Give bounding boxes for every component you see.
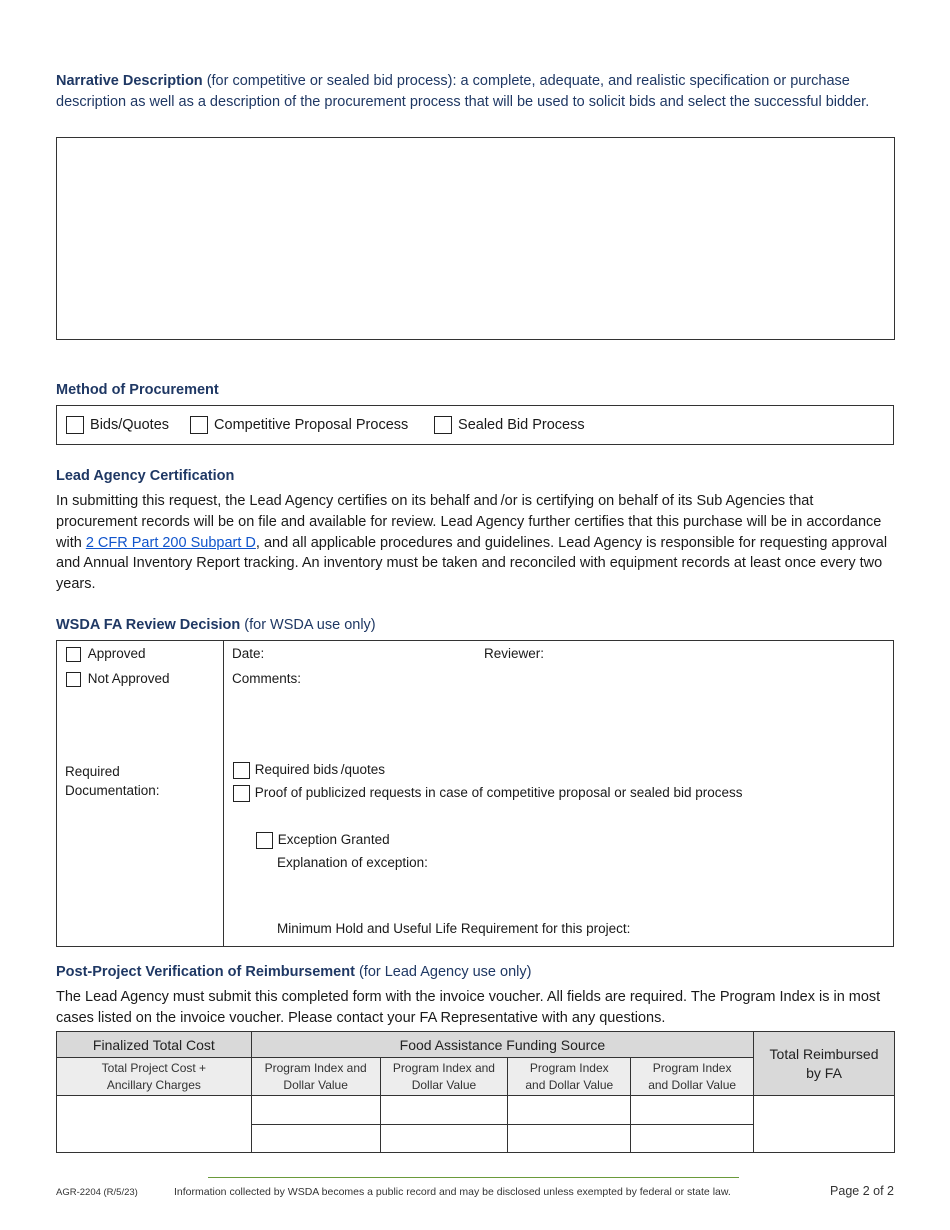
certification-text (56, 491, 896, 595)
comments-label: Comments: (232, 671, 302, 686)
project-cost-subheader: Total Project Cost + Ancillary Charges (57, 1058, 252, 1096)
program-index-input-4a[interactable] (631, 1096, 754, 1125)
required-documentation-label (65, 762, 160, 800)
program-index-input-4b[interactable] (631, 1125, 754, 1153)
not-approved-option[interactable] (66, 671, 170, 687)
sealed-checkbox[interactable] (434, 416, 452, 434)
public-record-notice: Information collected by WSDA becomes a public record and may be disclosed unless exempted by federal or state law. (174, 1186, 731, 1198)
approved-label: Approved (87, 646, 146, 661)
req-bids-label: Required bids /quotes (254, 762, 386, 778)
explanation-label: Explanation of exception: (277, 855, 428, 870)
competitive-checkbox[interactable] (190, 416, 208, 434)
finalized-cost-header: Finalized Total Cost (57, 1032, 252, 1058)
proof-checkbox[interactable] (233, 785, 250, 802)
procurement-option-competitive[interactable] (190, 416, 408, 434)
program-index-input-2a[interactable] (380, 1096, 508, 1125)
program-index-input-3b[interactable] (508, 1125, 631, 1153)
program-index-subheader-2: Program Index and Dollar Value (380, 1058, 508, 1096)
program-index-input-3a[interactable] (508, 1096, 631, 1125)
sealed-label: Sealed Bid Process (458, 416, 585, 433)
certification-text-part2: , and all applicable procedures and guidelines. Lead Agency is responsible for requesting approval and Annual Inventory Report tracking. An inventory must be taken and reconciled with equipment records at least once every two years. (56, 534, 888, 593)
total-reimbursed-input[interactable] (754, 1096, 895, 1153)
required-doc-line2: Documentation: (65, 783, 160, 798)
review-subtitle: (for WSDA use only) (240, 617, 376, 633)
program-index-subheader-1: Program Index and Dollar Value (251, 1058, 380, 1096)
approved-option[interactable] (66, 646, 146, 662)
req-bids-option[interactable] (233, 762, 385, 779)
verification-text: The Lead Agency must submit this completed form with the invoice voucher. All fields are required. The Program Index is in most cases listed on the invoice voucher. Please contact your FA Representative with any questions. (56, 989, 881, 1026)
procurement-title: Method of Procurement (56, 382, 219, 398)
verification-heading (56, 964, 531, 980)
not-approved-label: Not Approved (87, 671, 170, 686)
req-bids-checkbox[interactable] (233, 762, 250, 779)
not-approved-checkbox[interactable] (66, 672, 81, 687)
procurement-options-box (56, 405, 894, 445)
procurement-option-bids[interactable] (66, 416, 169, 434)
certification-text-part1: In submitting this request, the Lead Agency certifies on its behalf and /or is certifying on behalf of its Sub Agencies that procurement records will be on file and available for review. Lead Agency further certifies that this purchase will be in accordance with (56, 493, 882, 551)
narrative-input[interactable] (56, 137, 895, 340)
cfr-link[interactable]: 2 CFR Part 200 Subpart D (85, 534, 256, 551)
review-heading (56, 617, 376, 633)
narrative-heading (56, 71, 896, 113)
total-project-cost-input[interactable] (57, 1096, 252, 1153)
program-index-input-1a[interactable] (251, 1096, 380, 1125)
program-index-subheader-3: Program Index and Dollar Value (508, 1058, 631, 1096)
funding-source-header: Food Assistance Funding Source (251, 1032, 753, 1058)
program-index-input-2b[interactable] (380, 1125, 508, 1153)
minimum-hold-label: Minimum Hold and Useful Life Requirement for this project: (277, 921, 631, 936)
proof-option[interactable] (233, 785, 743, 802)
bids-label: Bids/Quotes (90, 416, 170, 433)
total-reimbursed-header: Total Reimbursed by FA (754, 1032, 895, 1096)
verification-title: Post-Project Verification of Reimbursement (56, 964, 355, 980)
certification-title: Lead Agency Certification (56, 468, 235, 484)
program-index-input-1b[interactable] (251, 1125, 380, 1153)
competitive-label: Competitive Proposal Process (214, 416, 409, 433)
required-doc-line1: Required (65, 764, 120, 779)
narrative-qualifier: (for competitive or sealed bid process): a complete, adequate, and realistic specification or purchase description as well as a description of the procurement process that will be used to solicit bids and select the successful bidder. (56, 73, 870, 110)
narrative-title: Narrative Description (56, 73, 203, 89)
page-number: Page 2 of 2 (830, 1184, 894, 1198)
form-id: AGR-2204 (R/5/23) (56, 1187, 138, 1198)
date-label: Date: (232, 646, 265, 661)
review-divider (223, 641, 224, 946)
approved-checkbox[interactable] (66, 647, 81, 662)
review-title: WSDA FA Review Decision (56, 617, 241, 633)
exception-label: Exception Granted (277, 832, 390, 848)
exception-option[interactable] (256, 832, 390, 849)
verification-table (56, 1031, 895, 1153)
program-index-subheader-4: Program Index and Dollar Value (631, 1058, 754, 1096)
proof-label: Proof of publicized requests in case of competitive proposal or sealed bid process (254, 785, 743, 801)
verification-subtitle: (for Lead Agency use only) (354, 964, 532, 980)
exception-checkbox[interactable] (256, 832, 273, 849)
review-box (56, 640, 894, 947)
reviewer-label: Reviewer: (484, 646, 545, 661)
procurement-option-sealed[interactable] (434, 416, 585, 434)
bids-checkbox[interactable] (66, 416, 84, 434)
footer-rule (208, 1177, 739, 1178)
